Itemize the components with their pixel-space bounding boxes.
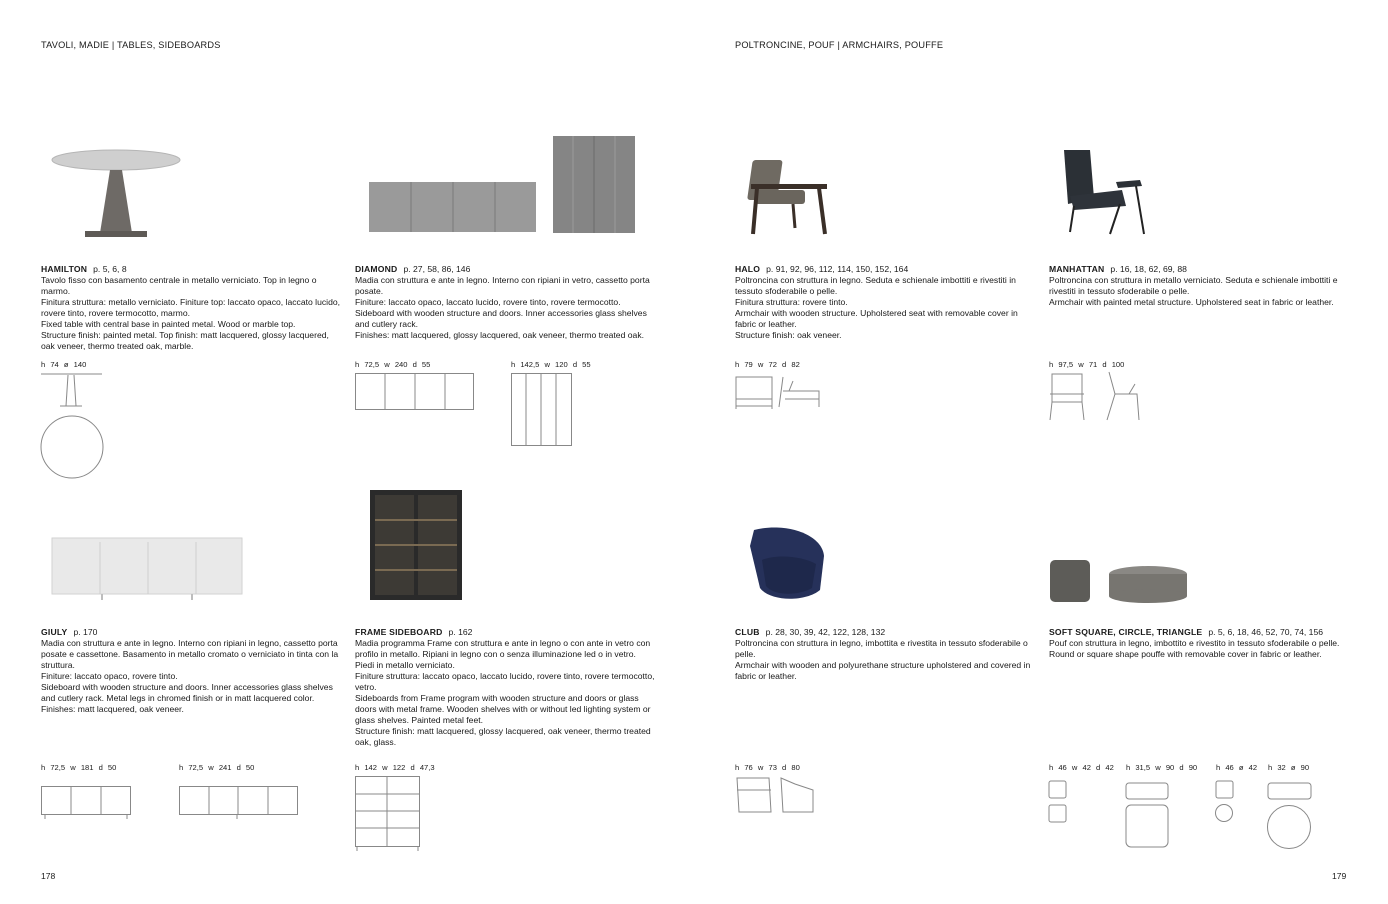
product-name: MANHATTAN [1049, 264, 1105, 274]
giuly-photo [52, 538, 244, 602]
soft-circle-large-dimensions: h 32 ø 90 [1268, 763, 1310, 772]
page-refs: p. 16, 18, 62, 69, 88 [1110, 264, 1187, 274]
page-refs: p. 5, 6, 8 [93, 264, 127, 274]
product-manhattan [1049, 264, 1351, 308]
product-description: Poltroncina con struttura in legno, imbottita e rivestita in tessuto sfoderabile o pelle. Armchair with wooden and polyurethane structure upholstered and covered in fabric or leather. [735, 638, 1031, 681]
club-dimensions: h 76 w 73 d 80 [735, 763, 800, 772]
halo-photo [745, 158, 835, 238]
soft-circle-dimensions: h 46 ø 42 [1216, 763, 1258, 772]
product-name: GIULY [41, 627, 68, 637]
diamond-tall-photo [553, 136, 637, 234]
product-diamond [355, 264, 655, 341]
club-photo [746, 526, 830, 606]
giuly-small-drawing [41, 786, 133, 820]
product-description: Pouf con struttura in legno, imbottito e rivestito in tessuto sfoderabile o pelle. Round or square shape pouffe with removable cover in fabric or leather. [1049, 638, 1340, 659]
giuly-dimensions-large: h 72,5 w 241 d 50 [179, 763, 255, 772]
product-description: Madia con struttura e ante in legno. Interno con ripiani in vetro, cassetto porta posate. Finiture: laccato opaco, laccato lucido, rovere tinto, rovere termocotto. Sideboard with wooden structure and doors. Inner accessories glass shelves and cutlery rack. Finishes: matt lacquered, glossy lacquered, oak veneer, thermo treated oak. [355, 275, 650, 340]
product-description: Poltroncina con struttura in metallo verniciato. Seduta e schienale imbottiti e rivestiti in tessuto sfoderabile o pelle. Armchair with painted metal structure. Upholstered seat in fabric or leather. [1049, 275, 1338, 307]
page-refs: p. 28, 30, 39, 42, 122, 128, 132 [765, 627, 886, 637]
product-giuly [41, 627, 341, 715]
soft-drawings [1048, 780, 1316, 852]
page-refs: p. 170 [73, 627, 98, 637]
frame-sideboard-drawing [355, 776, 421, 852]
manhattan-drawing [1049, 370, 1145, 424]
hamilton-photo [50, 145, 185, 240]
frame-sideboard-photo [370, 490, 464, 602]
product-soft [1049, 627, 1351, 660]
product-frame-sideboard [355, 627, 655, 748]
product-name: SOFT SQUARE, CIRCLE, TRIANGLE [1049, 627, 1203, 637]
diamond-dimensions-low: h 72,5 w 240 d 55 [355, 360, 431, 369]
diamond-dimensions-tall: h 142,5 w 120 d 55 [511, 360, 591, 369]
page-refs: p. 91, 92, 96, 112, 114, 150, 152, 164 [766, 264, 909, 274]
product-club [735, 627, 1035, 682]
manhattan-dimensions: h 97,5 w 71 d 100 [1049, 360, 1125, 369]
club-drawing [735, 776, 819, 816]
diamond-low-photo [369, 182, 539, 234]
page-refs: p. 27, 58, 86, 146 [403, 264, 471, 274]
manhattan-photo [1060, 148, 1150, 238]
page-refs: p. 162 [448, 627, 473, 637]
soft-circle-photo [1108, 564, 1190, 604]
product-description: Madia programma Frame con struttura e ante in legno o con ante in vetro con profilo in metallo. Ripiani in legno con o senza illuminazione led o in vetro. Piedi in metallo verniciato. Finiture struttura: laccato opaco, laccato lucido, rovere tinto, rovere termocotto, vetro. Sideboards from Frame program with wooden structure and doors or glass doors with metal frame. Wooden shelves with or without led lighting system or glass shelves. Painted metal feet. Structure finish: matt lacquered, glossy lacquered, oak veneer, thermo treated oak, glass. [355, 638, 655, 747]
product-description: Madia con struttura e ante in legno. Interno con ripiani in legno, cassetto porta posate e cassettone. Basamento in metallo cromato o verniciato in tinta con la struttura. Finiture: laccato opaco, rovere tinto. Sideboard with wooden structure and doors. Inner accessories glass shelves and cutlery rack. Metal legs in chromed finish or in matt lacquered color. Finishes: matt lacquered, oak veneer. [41, 638, 339, 714]
product-description: Tavolo fisso con basamento centrale in metallo verniciato. Top in legno o marmo. Finitura struttura: metallo verniciato. Finiture top: laccato opaco, laccato lucido, rovere tinto, rovere termocotto, marmo. Fixed table with central base in painted metal. Wood or marble top. Structure finish: painted metal. Top finish: matt lacquered, glossy lacquered, oak veneer, thermo treated oak, marble. [41, 275, 341, 351]
product-name: DIAMOND [355, 264, 398, 274]
diamond-low-drawing [355, 373, 475, 413]
section-title-right: POLTRONCINE, POUF | ARMCHAIRS, POUFFE [735, 40, 944, 50]
halo-drawing [735, 373, 825, 413]
product-name: HALO [735, 264, 761, 274]
giuly-large-drawing [179, 786, 299, 820]
giuly-dimensions-small: h 72,5 w 181 d 50 [41, 763, 117, 772]
product-halo [735, 264, 1035, 341]
product-hamilton [41, 264, 341, 352]
diamond-tall-drawing [511, 373, 573, 447]
section-title-left: TAVOLI, MADIE | TABLES, SIDEBOARDS [41, 40, 221, 50]
frame-sideboard-dimensions: h 142 w 122 d 47,3 [355, 763, 435, 772]
soft-square-photo [1050, 560, 1094, 604]
product-name: CLUB [735, 627, 760, 637]
page-refs: p. 5, 6, 18, 46, 52, 70, 74, 156 [1208, 627, 1324, 637]
product-description: Poltroncina con struttura in legno. Seduta e schienale imbottiti e rivestiti in tessuto sfoderabile o pelle. Finitura struttura: rovere tinto. Armchair with wooden structure. Upholstered seat with removable cover in fabric or leather. Structure finish: oak veneer. [735, 275, 1018, 340]
product-name: FRAME SIDEBOARD [355, 627, 443, 637]
soft-square-large-dimensions: h 31,5 w 90 d 90 [1126, 763, 1198, 772]
soft-square-dimensions: h 46 w 42 d 42 [1049, 763, 1114, 772]
halo-dimensions: h 79 w 72 d 82 [735, 360, 800, 369]
hamilton-drawing [40, 372, 106, 480]
hamilton-dimensions: h 74 ø 140 [41, 360, 87, 369]
page-number-right: 179 [1332, 871, 1347, 881]
page-number-left: 178 [41, 871, 56, 881]
product-name: HAMILTON [41, 264, 88, 274]
